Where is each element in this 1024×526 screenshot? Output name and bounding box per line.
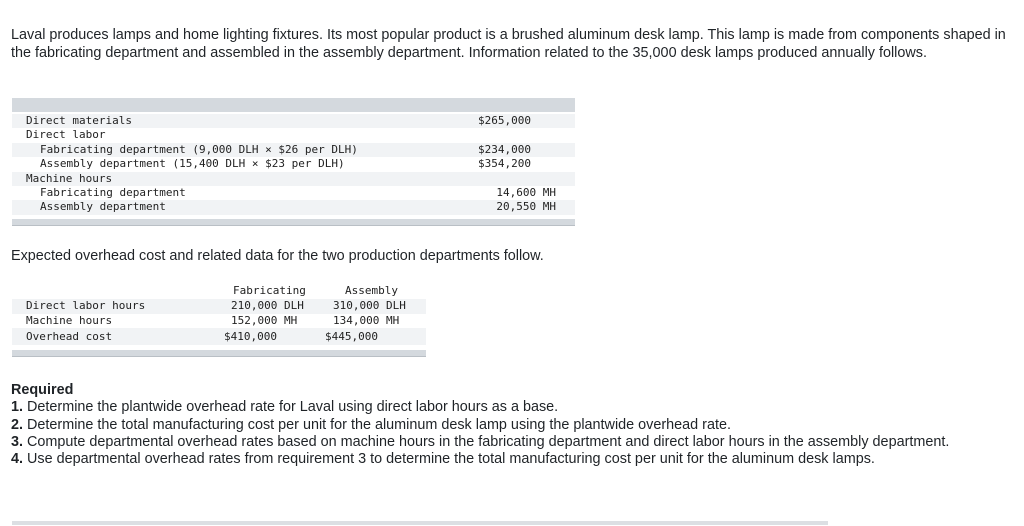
assembly-cell: $445,000 (325, 330, 378, 343)
table-header-bar (12, 98, 575, 112)
overhead-intro: Expected overhead cost and related data for the two production departments follow. (11, 248, 544, 264)
assembly-mh-label: Assembly department (40, 200, 166, 214)
table-row (12, 143, 575, 157)
fabricating-cell: 210,000 DLH (231, 299, 304, 312)
fabricating-labor-label: Fabricating department (9,000 DLH × $26 per DLH) (40, 142, 358, 156)
requirement-4 (11, 451, 1011, 468)
requirement-text: Determine the plantwide overhead rate for Laval using direct labor hours as a base. (27, 399, 559, 416)
header-assembly: Assembly (345, 284, 398, 297)
row-label: Direct labor hours (26, 299, 146, 312)
table-footer-bar (12, 219, 575, 226)
requirement-number: 1. (11, 399, 24, 416)
bottom-divider (12, 521, 828, 525)
fabricating-mh-value: 14,600 MH (496, 185, 556, 199)
assembly-mh-value: 20,550 MH (496, 200, 556, 214)
table-header-row (12, 284, 426, 299)
fabricating-cell: $410,000 (224, 330, 277, 343)
table-row (12, 314, 426, 329)
header-fabricating: Fabricating (233, 284, 306, 297)
direct-materials-value: $265,000 (478, 114, 531, 127)
table-row (12, 128, 575, 142)
fabricating-mh-label: Fabricating department (40, 185, 186, 199)
assembly-labor-value: $354,200 (478, 157, 531, 171)
fabricating-cell: 152,000 MH (231, 313, 298, 327)
problem-intro: Laval produces lamps and home lighting fixtures. Its most popular product is a brushed aluminum desk lamp. This lamp is made from components shaped in the fabricating department and assembled in the assembly department. Information related to the 35,000 desk lamps produced annually follows. (11, 27, 1006, 61)
assembly-labor-label: Assembly department (15,400 DLH × $23 per DLH) (40, 157, 345, 171)
requirement-number: 4. (11, 451, 24, 468)
requirement-text: Determine the total manufacturing cost per unit for the aluminum desk lamp using the plantwide overhead rate. (27, 416, 731, 433)
requirement-number: 3. (11, 433, 24, 450)
overhead-data-table (12, 284, 426, 357)
table-row (12, 186, 575, 200)
table-row (12, 200, 575, 214)
row-label: Machine hours (26, 313, 113, 327)
machine-hours-label: Machine hours (26, 171, 113, 185)
table-row (12, 157, 575, 171)
requirement-text: Use departmental overhead rates from requirement 3 to determine the total manufacturing cost per unit for the aluminum desk lamps. (27, 451, 875, 468)
row-label: Overhead cost (26, 330, 113, 343)
direct-materials-label: Direct materials (26, 114, 132, 127)
table-body (12, 114, 575, 215)
assembly-cell: 310,000 DLH (333, 299, 406, 312)
table-footer-bar (12, 350, 426, 357)
requirement-number: 2. (11, 416, 24, 433)
requirement-3 (11, 434, 1011, 451)
assembly-cell: 134,000 MH (333, 313, 400, 327)
table-row (12, 328, 426, 345)
fabricating-labor-value: $234,000 (478, 142, 531, 156)
requirement-1 (11, 399, 1011, 416)
requirement-text: Compute departmental overhead rates based on machine hours in the fabricating department and direct labor hours in the assembly department. (27, 433, 950, 450)
cost-data-table (12, 98, 575, 226)
table-row (12, 114, 575, 128)
table-row (12, 299, 426, 314)
table-row (12, 172, 575, 186)
requirement-2 (11, 417, 1011, 434)
required-section (11, 382, 1011, 468)
direct-labor-label: Direct labor (26, 128, 106, 142)
required-title: Required (11, 382, 74, 398)
